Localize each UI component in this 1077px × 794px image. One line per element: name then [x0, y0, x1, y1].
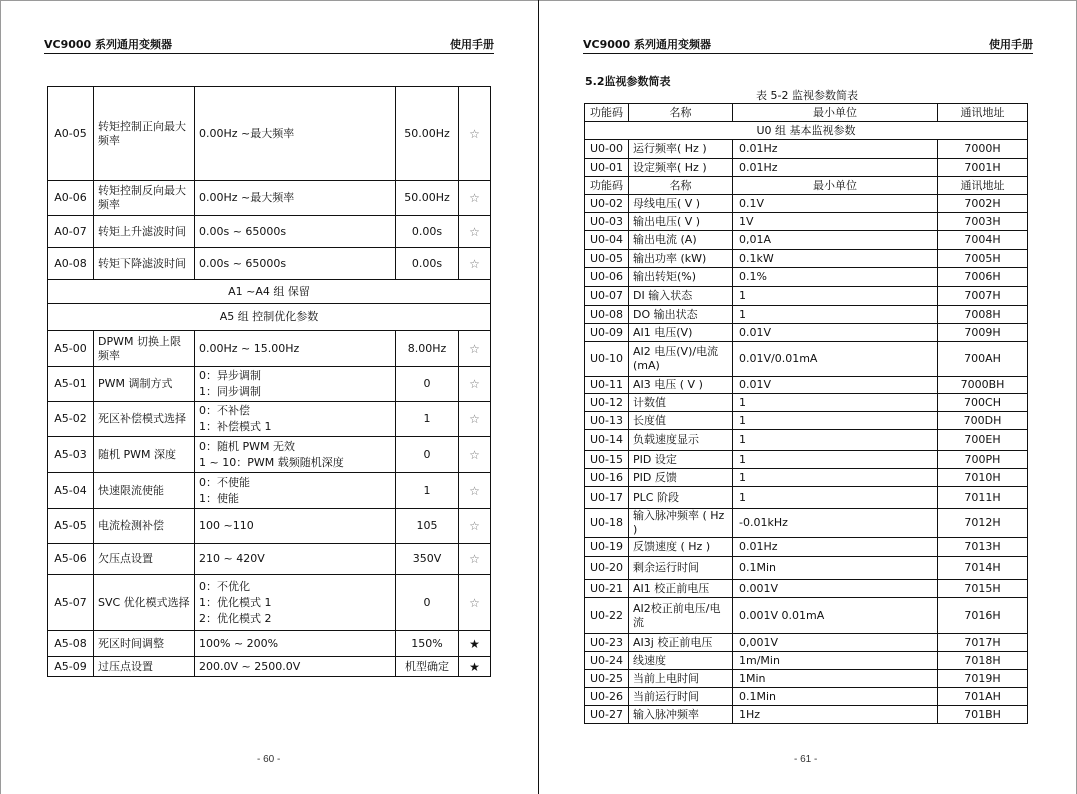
comm-address: 700AH [938, 342, 1028, 377]
minimum-unit: 0,001V [733, 634, 938, 652]
group-row [585, 122, 1028, 140]
star-outline-icon: ☆ [459, 509, 491, 544]
function-code: U0-13 [585, 412, 629, 430]
table-row [585, 688, 1028, 706]
minimum-unit: 1V [733, 213, 938, 231]
comm-address: 7001H [938, 159, 1028, 177]
parameter-name: DO 输出状态 [629, 306, 733, 324]
header-brand: VC9000 系列通用变频器 [583, 38, 712, 51]
parameter-name: 转矩控制反向最大频率 [94, 181, 195, 216]
default-value: 0 [396, 575, 459, 631]
setting-range [195, 216, 396, 248]
default-value: 150% [396, 631, 459, 657]
group-label: A1 ~A4 组 保留 [48, 280, 491, 304]
comm-address: 7014H [938, 557, 1028, 580]
comm-address: 7016H [938, 598, 1028, 634]
parameter-name: 运行频率( Hz ) [629, 140, 733, 159]
function-code: A5-03 [48, 437, 94, 473]
range-line: 1 ~ 10：PWM 载频随机深度 [199, 455, 344, 469]
function-code: U0-09 [585, 324, 629, 342]
table-row [585, 706, 1028, 724]
parameter-name: 当前运行时间 [629, 688, 733, 706]
table-row [48, 402, 491, 437]
range-line: 0：异步调制 [199, 369, 261, 382]
comm-address: 7013H [938, 538, 1028, 557]
comm-address: 701AH [938, 688, 1028, 706]
function-code: U0-01 [585, 159, 629, 177]
function-code: U0-25 [585, 670, 629, 688]
parameter-name: 线速度 [629, 652, 733, 670]
table-row [48, 544, 491, 575]
function-code: U0-07 [585, 287, 629, 306]
function-code: A5-02 [48, 402, 94, 437]
star-outline-icon: ☆ [459, 575, 491, 631]
star-filled-icon: ★ [459, 631, 491, 657]
column-header-name: 名称 [629, 177, 733, 195]
parameter-name: 设定频率( Hz ) [629, 159, 733, 177]
parameter-name: DPWM 切换上限频率 [94, 331, 195, 367]
column-header-unit: 最小单位 [733, 104, 938, 122]
group-row [48, 280, 491, 304]
column-header-address: 通讯地址 [938, 104, 1028, 122]
function-code: A5-05 [48, 509, 94, 544]
minimum-unit: 0.1% [733, 268, 938, 287]
setting-range [195, 402, 396, 437]
function-code: U0-06 [585, 268, 629, 287]
default-value: 0.00s [396, 216, 459, 248]
minimum-unit: 0.1V [733, 195, 938, 213]
table-row [585, 140, 1028, 159]
comm-address: 7003H [938, 213, 1028, 231]
function-code: U0-24 [585, 652, 629, 670]
function-code: A5-00 [48, 331, 94, 367]
parameter-name: 输入脉冲频率 [629, 706, 733, 724]
function-code: U0-27 [585, 706, 629, 724]
comm-address: 700DH [938, 412, 1028, 430]
function-code: U0-05 [585, 250, 629, 268]
minimum-unit: -0.01kHz [733, 509, 938, 538]
parameter-name: AI2 电压(V)/电流 (mA) [629, 342, 733, 377]
parameter-name: 输出电流 (A) [629, 231, 733, 250]
left-page [0, 0, 538, 794]
minimum-unit: 0.01V [733, 324, 938, 342]
range-line: 0：不使能 [199, 475, 250, 489]
setting-range [195, 331, 396, 367]
table-row [585, 509, 1028, 538]
table-caption: 表 5-2 监视参数简表 [756, 89, 858, 102]
default-value: 350V [396, 544, 459, 575]
function-code: U0-26 [585, 688, 629, 706]
header-brand: VC9000 系列通用变频器 [44, 38, 173, 51]
parameter-name: AI1 校正前电压 [629, 580, 733, 598]
parameter-name: AI3 电压 ( V ) [629, 377, 733, 394]
minimum-unit: 1 [733, 412, 938, 430]
setting-range [195, 509, 396, 544]
parameter-name: 母线电压( V ) [629, 195, 733, 213]
function-code: U0-22 [585, 598, 629, 634]
table-row [48, 473, 491, 509]
comm-address: 7006H [938, 268, 1028, 287]
column-header-name: 名称 [629, 104, 733, 122]
minimum-unit: 1 [733, 306, 938, 324]
comm-address: 7012H [938, 509, 1028, 538]
group-label: A5 组 控制优化参数 [48, 304, 491, 331]
default-value: 8.00Hz [396, 331, 459, 367]
function-code: A5-01 [48, 367, 94, 402]
minimum-unit: 0.001V 0.01mA [733, 598, 938, 634]
comm-address: 7017H [938, 634, 1028, 652]
default-value: 1 [396, 402, 459, 437]
function-code: U0-00 [585, 140, 629, 159]
function-code: U0-12 [585, 394, 629, 412]
parameter-name: 负载速度显示 [629, 430, 733, 451]
star-outline-icon: ☆ [459, 473, 491, 509]
setting-range [195, 367, 396, 402]
function-code: U0-21 [585, 580, 629, 598]
comm-address: 7010H [938, 469, 1028, 487]
page-number: - 61 - [794, 754, 818, 765]
range-line: 0：随机 PWM 无效 [199, 439, 295, 453]
page-header [583, 36, 1033, 54]
parameter-name: 计数值 [629, 394, 733, 412]
default-value: 0 [396, 437, 459, 473]
function-code: A5-08 [48, 631, 94, 657]
column-header-unit: 最小单位 [733, 177, 938, 195]
table-row [585, 430, 1028, 451]
range-line: 2：优化模式 2 [199, 611, 272, 625]
setting-range [195, 87, 396, 181]
parameter-name: AI1 电压(V) [629, 324, 733, 342]
star-outline-icon: ☆ [459, 331, 491, 367]
minimum-unit: 0.01Hz [733, 538, 938, 557]
table-row [48, 87, 491, 181]
setting-range [195, 181, 396, 216]
function-code: U0-04 [585, 231, 629, 250]
parameter-name: 转矩下降滤波时间 [94, 248, 195, 280]
table-row [585, 538, 1028, 557]
minimum-unit: 1 [733, 430, 938, 451]
column-header-address: 通讯地址 [938, 177, 1028, 195]
table-row [585, 580, 1028, 598]
group-label: U0 组 基本监视参数 [585, 122, 1028, 140]
range-line: 0.00Hz ~最大频率 [199, 191, 295, 204]
function-code: U0-02 [585, 195, 629, 213]
star-outline-icon: ☆ [459, 544, 491, 575]
header-rule [44, 53, 494, 54]
table-row [48, 248, 491, 280]
table-row [48, 437, 491, 473]
table-row [585, 250, 1028, 268]
parameter-name: 欠压点设置 [94, 544, 195, 575]
star-filled-icon: ★ [459, 657, 491, 677]
function-code: U0-23 [585, 634, 629, 652]
default-value: 50.00Hz [396, 181, 459, 216]
star-outline-icon: ☆ [459, 437, 491, 473]
range-line: 1：补偿模式 1 [199, 420, 272, 433]
range-line: 100% ~ 200% [199, 636, 279, 650]
column-header-code: 功能码 [585, 104, 629, 122]
range-line: 1：同步调制 [199, 385, 261, 398]
table-row [585, 377, 1028, 394]
table-row [48, 631, 491, 657]
comm-address: 700CH [938, 394, 1028, 412]
setting-range [195, 544, 396, 575]
setting-range [195, 473, 396, 509]
parameter-name: PLC 阶段 [629, 487, 733, 509]
function-code: A5-09 [48, 657, 94, 677]
parameter-name: 过压点设置 [94, 657, 195, 677]
setting-range [195, 575, 396, 631]
parameter-name: PID 设定 [629, 451, 733, 469]
table-row [585, 487, 1028, 509]
table-row [48, 181, 491, 216]
function-code: U0-08 [585, 306, 629, 324]
parameter-name: 输出功率 (kW) [629, 250, 733, 268]
function-code: U0-15 [585, 451, 629, 469]
setting-range [195, 437, 396, 473]
minimum-unit: 0.1kW [733, 250, 938, 268]
range-line: 0：不优化 [199, 579, 250, 593]
default-value: 1 [396, 473, 459, 509]
parameter-name: 剩余运行时间 [629, 557, 733, 580]
comm-address: 7009H [938, 324, 1028, 342]
setting-range [195, 657, 396, 677]
minimum-unit: 0.01Hz [733, 159, 938, 177]
table-row [585, 287, 1028, 306]
function-code: U0-10 [585, 342, 629, 377]
table-row [48, 367, 491, 402]
table-row [585, 670, 1028, 688]
range-line: 200.0V ~ 2500.0V [199, 659, 301, 673]
parameter-name: 长度值 [629, 412, 733, 430]
group-row [48, 304, 491, 331]
minimum-unit: 0.01V [733, 377, 938, 394]
minimum-unit: 1m/Min [733, 652, 938, 670]
minimum-unit: 0.01Hz [733, 140, 938, 159]
setting-range [195, 248, 396, 280]
comm-address: 7002H [938, 195, 1028, 213]
parameter-name: 随机 PWM 深度 [94, 437, 195, 473]
comm-address: 7005H [938, 250, 1028, 268]
minimum-unit: 1 [733, 451, 938, 469]
function-code: A5-06 [48, 544, 94, 575]
table-row [585, 557, 1028, 580]
minimum-unit: 0.1Min [733, 688, 938, 706]
star-outline-icon: ☆ [459, 402, 491, 437]
function-code: A0-06 [48, 181, 94, 216]
parameter-name: 快速限流使能 [94, 473, 195, 509]
section-title: 5.2监视参数简表 [585, 75, 671, 88]
table-row [48, 575, 491, 631]
minimum-unit: 1 [733, 469, 938, 487]
monitor-parameter-table [584, 103, 1028, 724]
table-row [48, 657, 491, 677]
comm-address: 7015H [938, 580, 1028, 598]
parameter-name: 死区补偿模式选择 [94, 402, 195, 437]
function-code: U0-03 [585, 213, 629, 231]
default-value: 0.00s [396, 248, 459, 280]
table-row [585, 231, 1028, 250]
header-row [585, 177, 1028, 195]
setting-range [195, 631, 396, 657]
parameter-name: 反馈速度 ( Hz ) [629, 538, 733, 557]
table-row [585, 159, 1028, 177]
table-row [585, 652, 1028, 670]
table-row [585, 268, 1028, 287]
range-line: 210 ~ 420V [199, 552, 265, 565]
parameter-name: DI 输入状态 [629, 287, 733, 306]
comm-address: 7018H [938, 652, 1028, 670]
function-code: A5-04 [48, 473, 94, 509]
table-row [585, 394, 1028, 412]
function-code: U0-17 [585, 487, 629, 509]
range-line: 1：优化模式 1 [199, 595, 272, 609]
star-outline-icon: ☆ [459, 181, 491, 216]
default-value: 105 [396, 509, 459, 544]
range-line: 0.00Hz ~ 15.00Hz [199, 341, 300, 355]
parameter-name: 死区时间调整 [94, 631, 195, 657]
function-code: U0-11 [585, 377, 629, 394]
comm-address: 700PH [938, 451, 1028, 469]
parameter-name: PWM 调制方式 [94, 367, 195, 402]
star-outline-icon: ☆ [459, 87, 491, 181]
function-code: U0-19 [585, 538, 629, 557]
minimum-unit: 1 [733, 287, 938, 306]
table-row [48, 216, 491, 248]
minimum-unit: 0,01A [733, 231, 938, 250]
parameter-name: SVC 优化模式选择 [94, 575, 195, 631]
function-code: A0-05 [48, 87, 94, 181]
default-value: 50.00Hz [396, 87, 459, 181]
function-code: A0-08 [48, 248, 94, 280]
range-line: 100 ~110 [199, 519, 254, 532]
table-row [48, 509, 491, 544]
header-row [585, 104, 1028, 122]
comm-address: 7000H [938, 140, 1028, 159]
minimum-unit: 0.1Min [733, 557, 938, 580]
comm-address: 7007H [938, 287, 1028, 306]
star-outline-icon: ☆ [459, 216, 491, 248]
function-code: A5-07 [48, 575, 94, 631]
parameter-name: 输出电压( V ) [629, 213, 733, 231]
parameter-name: 输出转矩(%) [629, 268, 733, 287]
parameter-name: AI3j 校正前电压 [629, 634, 733, 652]
header-manual-label: 使用手册 [450, 38, 494, 51]
parameter-name: 转矩上升滤波时间 [94, 216, 195, 248]
default-value: 机型确定 [396, 657, 459, 677]
comm-address: 7008H [938, 306, 1028, 324]
function-code: U0-18 [585, 509, 629, 538]
function-code: U0-16 [585, 469, 629, 487]
parameter-name: 输入脉冲频率 ( Hz ) [629, 509, 733, 538]
function-code: A0-07 [48, 216, 94, 248]
table-row [585, 634, 1028, 652]
parameter-name: PID 反馈 [629, 469, 733, 487]
minimum-unit: 0.001V [733, 580, 938, 598]
comm-address: 7019H [938, 670, 1028, 688]
page-number: - 60 - [257, 754, 281, 765]
range-line: 0.00s ~ 65000s [199, 224, 287, 238]
comm-address: 7011H [938, 487, 1028, 509]
range-line: 0.00Hz ~最大频率 [199, 126, 295, 140]
comm-address: 700EH [938, 430, 1028, 451]
function-code: U0-20 [585, 557, 629, 580]
table-row [585, 469, 1028, 487]
comm-address: 7000BH [938, 377, 1028, 394]
page-header [44, 36, 494, 54]
header-manual-label: 使用手册 [989, 38, 1033, 51]
minimum-unit: 1 [733, 394, 938, 412]
range-line: 0.00s ~ 65000s [199, 256, 287, 270]
table-row [585, 451, 1028, 469]
range-line: 1：使能 [199, 491, 239, 505]
table-row [585, 412, 1028, 430]
star-outline-icon: ☆ [459, 248, 491, 280]
table-row [585, 306, 1028, 324]
table-row [585, 324, 1028, 342]
comm-address: 7004H [938, 231, 1028, 250]
table-row [585, 342, 1028, 377]
minimum-unit: 1 [733, 487, 938, 509]
parameter-name: 转矩控制正向最大频率 [94, 87, 195, 181]
parameter-name: AI2校正前电压/电流 [629, 598, 733, 634]
table-row [585, 195, 1028, 213]
parameter-name: 当前上电时间 [629, 670, 733, 688]
function-code: U0-14 [585, 430, 629, 451]
table-row [48, 331, 491, 367]
range-line: 0：不补偿 [199, 404, 250, 417]
minimum-unit: 1Min [733, 670, 938, 688]
parameter-name: 电流检测补偿 [94, 509, 195, 544]
minimum-unit: 0.01V/0.01mA [733, 342, 938, 377]
parameter-table [47, 86, 491, 677]
minimum-unit: 1Hz [733, 706, 938, 724]
table-row [585, 598, 1028, 634]
column-header-code: 功能码 [585, 177, 629, 195]
default-value: 0 [396, 367, 459, 402]
comm-address: 701BH [938, 706, 1028, 724]
header-rule [583, 53, 1033, 54]
table-row [585, 213, 1028, 231]
star-outline-icon: ☆ [459, 367, 491, 402]
